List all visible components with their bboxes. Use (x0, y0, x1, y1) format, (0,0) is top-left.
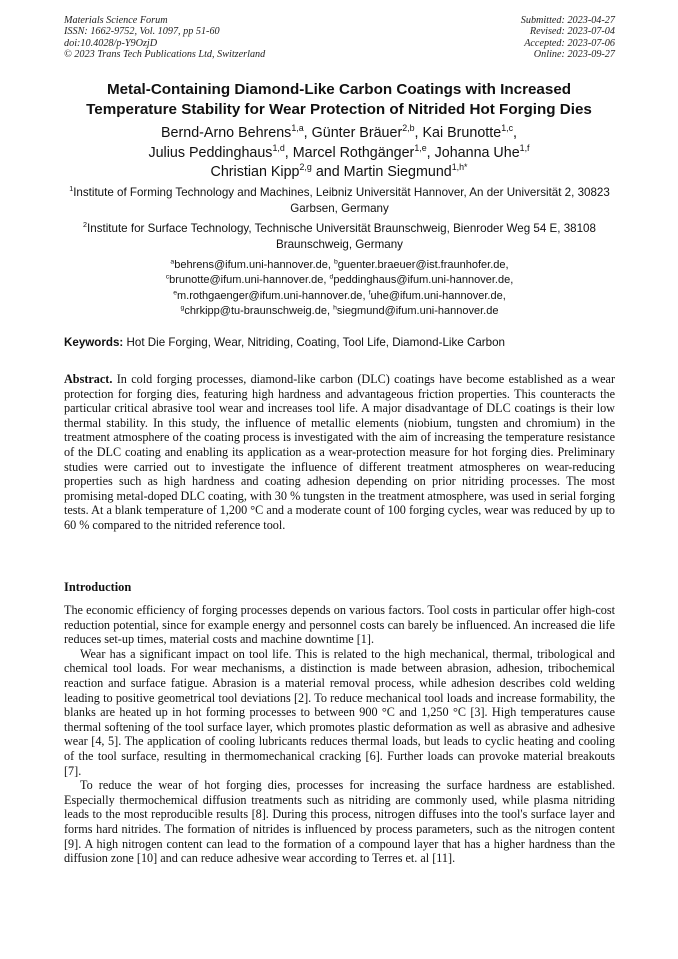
author-affiliation-mark: 1,d (272, 142, 285, 153)
email-mark: c (165, 273, 170, 281)
author-affiliation-mark: 2,g (299, 162, 312, 173)
affiliation-1 (64, 185, 615, 217)
authors-and: and (315, 164, 340, 181)
affiliation-number: 1 (69, 184, 74, 194)
keywords-label: Keywords: (64, 336, 124, 349)
email-mark: e (173, 289, 177, 297)
author-name: Julius Peddinghaus (148, 144, 273, 161)
abstract (64, 372, 615, 533)
author-affiliation-mark: 1,c (501, 123, 514, 134)
email-mark: a (170, 258, 175, 266)
email-mark: h (333, 304, 337, 312)
author-list (40, 124, 638, 183)
author-affiliation-mark: 1,e (414, 142, 427, 153)
affiliation-text: Institute of Forming Technology and Machines, Leibniz Universität Hannover, An der Universität 2, 30823 Garbsen, Germany (73, 186, 610, 215)
email-mark: g (180, 304, 185, 312)
abstract-label: Abstract. (64, 372, 113, 386)
affiliation-2 (64, 221, 615, 253)
paper-title (40, 80, 638, 120)
online-date: Online: 2023-09-27 (533, 49, 615, 61)
email-mark: d (329, 273, 334, 281)
submitted-date: Submitted: 2023-04-27 (520, 15, 615, 26)
email-link[interactable]: chrkipp@tu-braunschweig.de (184, 305, 327, 318)
publication-dates (521, 15, 615, 61)
journal-name: Materials Science Forum (64, 15, 168, 26)
keywords-text: Hot Die Forging, Wear, Nitriding, Coating, Tool Life, Diamond-Like Carbon (126, 336, 505, 349)
email-list (64, 258, 615, 320)
paragraph: The economic efficiency of forging processes depends on various factors. Tool costs in particular offer high-cost reduction potential, since for example energy and personnel costs can barely be influenced. An increased die life reduces set-up times, material costs and machine downtime [1]. (64, 603, 615, 647)
author-affiliation-mark: 1,h* (451, 162, 468, 173)
accepted-date: Accepted: 2023-07-06 (524, 37, 615, 49)
email-link[interactable]: peddinghaus@ifum.uni-hannover.de (333, 274, 511, 287)
title-line-2: Temperature Stability for Wear Protection of Nitrided Hot Forging Dies (86, 101, 592, 118)
title-line-1: Metal-Containing Diamond-Like Carbon Coatings with Increased (106, 81, 572, 98)
email-link[interactable]: uhe@ifum.uni-hannover.de (370, 289, 503, 302)
email-link[interactable]: m.rothgaenger@ifum.uni-hannover.de (176, 289, 363, 302)
journal-info (64, 15, 265, 61)
email-link[interactable]: guenter.braeuer@ist.fraunhofer.de (337, 259, 506, 271)
affiliation-text: Institute for Surface Technology, Technische Universität Braunschweig, Bienroder Weg 54 E, 38108 Braunschweig, Germany (87, 222, 596, 251)
author-affiliation-mark: 2,b (402, 123, 415, 134)
email-line-3: $^e$m.rothgaenger@ifum.uni-hannover.de, $^f$uhe@ifum.uni-hannover.de, (173, 289, 506, 302)
paragraph: Wear has a significant impact on tool life. This is related to the high mechanical, thermal, tribological and chemical tool loads. For wear mechanisms, a distinction is made between abrasion, adhesion, tribochemical reaction and surface fatigue. Abrasion is a material removal process, while adhesion describes cold welding leading to positive geometrical tool deviations [2]. To reduce mechanical tool loads and increase formability, the blanks are heated up in hot forming processes to between 900 °C and 1,250 °C [3]. High temperatures cause thermal softening of the tool surface layer, which promotes plastic deformation as well as abrasive and adhesive wear [4, 5]. The application of cooling lubricants reduces thermal loads, but leads to cyclic heating and cooling of the tool surface, resulting in thermomechanical cracking [6]. Further loads can provoke material breakouts [7]. (64, 646, 615, 778)
email-link[interactable]: behrens@ifum.uni-hannover.de (174, 259, 328, 271)
author-line-2: Julius Peddinghaus$^{1,d}$, Marcel Rothgänger$^{1,e}$, Johanna Uhe$^{1,f}$ (148, 142, 530, 161)
affiliation-number: 2 (83, 220, 88, 230)
abstract-text: In cold forging processes, diamond-like carbon (DLC) coatings have become established as a wear protection for forging dies, featuring high hardness and advantageous friction properties. This counteracts the particular critical abrasive tool wear and increases tool life. A major disadvantage of DLC coatings is their low thermal stability. In this study, the influence of metallic elements (niobium, tungsten and chromium) in the treatment atmosphere of the coating process is investigated with the aim of increasing the temperature resistance of the DLC coating and enabling its application as a wear-protection measure for hot forging dies. Preliminary studies were carried out to investigate the influence of different treatment atmospheres on wear-reducing properties such as high hardness and coating adhesion depending on prior nitriding processes. The most promising metal-doped DLC coating, with 30 % tungsten in the treatment atmosphere, was used in serial forging tests. At a blank temperature of 1,200 °C and a moderate count of 100 forging cycles, wear was reduced by up to 60 % compared to the nitrided reference tool. (64, 372, 616, 532)
author-affiliation-mark: 1,a (291, 123, 304, 134)
email-link[interactable]: brunotte@ifum.uni-hannover.de (169, 274, 324, 287)
author-affiliation-mark: 1,f (519, 142, 530, 153)
doi: doi:10.4028/p-Y9OzjD (64, 37, 158, 49)
email-mark: f (368, 289, 371, 297)
author-line-3 (40, 163, 638, 183)
author-line-1: Bernd-Arno Behrens$^{1,a}$, Günter Bräuer$^{2,b}$, Kai Brunotte$^{1,c}$, (161, 123, 517, 141)
author-name: Martin Siegmund (343, 164, 452, 181)
author-name: Kai Brunotte (422, 125, 502, 141)
author-name: Marcel Rothgänger (292, 144, 415, 161)
email-link[interactable]: siegmund@ifum.uni-hannover.de (336, 305, 499, 318)
email-mark: b (333, 258, 338, 266)
revised-date: Revised: 2023-07-04 (529, 26, 615, 38)
author-name: Christian Kipp (210, 164, 300, 181)
copyright: © 2023 Trans Tech Publications Ltd, Switzerland (64, 49, 266, 61)
keywords (64, 336, 615, 350)
email-line-1: $^a$behrens@ifum.uni-hannover.de, $^b$guenter.braeuer@ist.fraunhofer.de, (170, 258, 509, 271)
author-name: Günter Bräuer (311, 125, 403, 141)
introduction-body (64, 603, 615, 866)
introduction-heading: Introduction (64, 580, 132, 594)
email-line-2: $^c$brunotte@ifum.uni-hannover.de, $^d$peddinghaus@ifum.uni-hannover.de, (165, 273, 514, 287)
author-name: Bernd-Arno Behrens (161, 125, 292, 141)
email-line-4: $^g$chrkipp@tu-braunschweig.de, $^h$siegmund@ifum.uni-hannover.de (180, 304, 499, 318)
author-name: Johanna Uhe (434, 144, 520, 161)
issn-volume: ISSN: 1662-9752, Vol. 1097, pp 51-60 (64, 26, 220, 38)
paragraph: To reduce the wear of hot forging dies, processes for increasing the surface hardness are established. Especially thermochemical diffusion treatments such as nitriding are commonly used, while plasma nitriding leads to the most reproducible results [8]. During this process, nitrogen diffuses into the tool's surface layer and forms hard nitrides. The formation of nitrides is influenced by process parameters, such as the nitrogen content [9]. A high nitrogen content can lead to the formation of a compound layer that has a higher hardness than the diffusion zone [10] and can reduce adhesive wear according to Terres et. al [11]. (64, 778, 615, 866)
